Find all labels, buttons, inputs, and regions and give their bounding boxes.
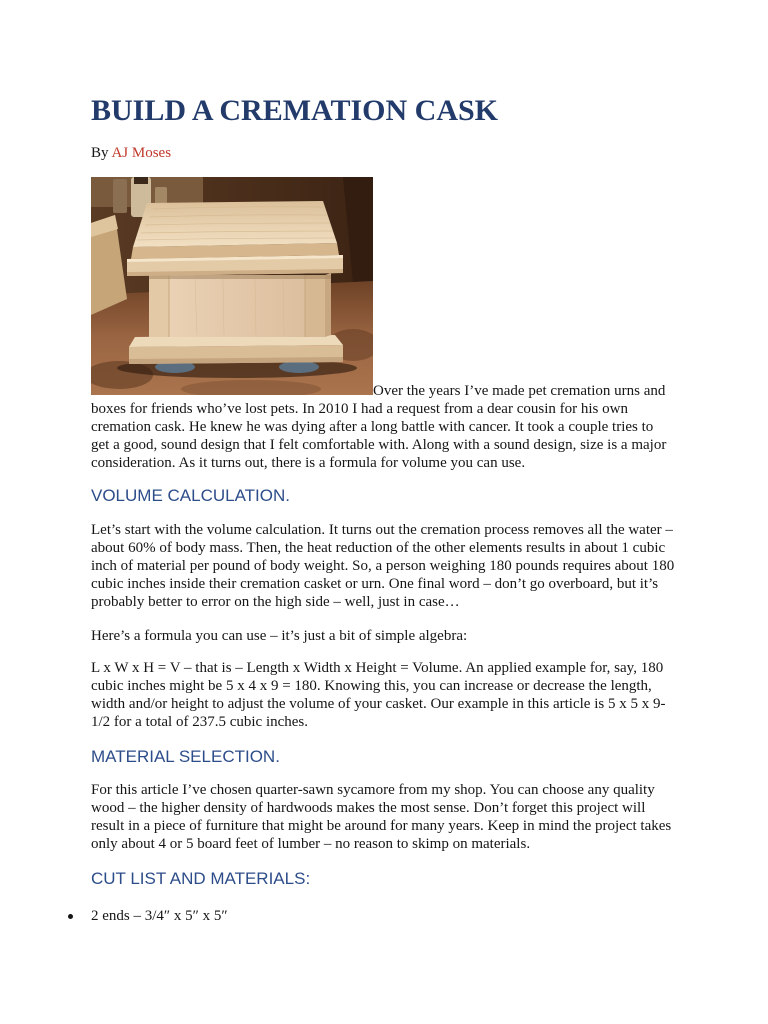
wooden-cask	[117, 201, 357, 378]
body-text-line: cubic inches might be 5 x 4 x 9 = 180. Knowing this, you can increase or decrease the length,	[91, 678, 652, 694]
body-text-line: only about 4 or 5 board feet of lumber – no reason to skimp on materials.	[91, 836, 531, 852]
body-text-line: For this article I’ve chosen quarter-sawn sycamore from my shop. You can choose any quality	[91, 782, 655, 798]
formula-intro-paragraph	[91, 627, 768, 645]
intro-line: consideration. As it turns out, there is a formula for volume you can use.	[91, 455, 526, 471]
heading-cut-list: CUT LIST AND MATERIALS:	[91, 869, 311, 888]
cut-list-item-text: 2 ends – 3/4″ x 5″ x 5″	[91, 908, 228, 924]
material-paragraph	[91, 781, 768, 853]
intro-paragraph	[91, 177, 768, 472]
byline	[91, 144, 768, 162]
intro-line: cremation cask. He knew he was dying after a long battle with cancer. It took a couple tries to	[91, 419, 654, 435]
heading-material-selection: MATERIAL SELECTION.	[91, 747, 280, 766]
author-link[interactable]: AJ Moses	[111, 145, 172, 161]
body-text-line: probably better to error on the high side – well, just in case…	[91, 594, 460, 610]
byline-prefix: By	[91, 145, 109, 161]
body-text-line: Let’s start with the volume calculation. It turns out the cremation process removes all the water –	[91, 522, 673, 538]
body-text-line: width and/or height to adjust the volume of your casket. Our example in this article is 5 x 5 x 9-	[91, 696, 666, 712]
body-text-line: about 60% of body mass. Then, the heat reduction of the other elements results in about 1 cubic	[91, 540, 666, 556]
intro-line: boxes for friends who’ve lost pets. In 2010 I had a request from a dear cousin for his own	[91, 401, 628, 417]
body-text-line: result in a piece of furniture that might be around for many years. Keep in mind the project takes	[91, 818, 672, 834]
intro-line	[91, 177, 768, 400]
body-text-line: L x W x H = V – that is – Length x Width x Height = Volume. An applied example for, say, 180	[91, 660, 664, 676]
formula-paragraph	[91, 659, 768, 731]
intro-line-text: Over the years I’ve made pet cremation urns and	[373, 383, 666, 399]
cask-photo	[91, 177, 373, 395]
cut-list	[91, 907, 768, 925]
body-text-line: Here’s a formula you can use – it’s just a bit of simple algebra:	[91, 628, 468, 644]
heading-volume-calculation: VOLUME CALCULATION.	[91, 486, 291, 505]
body-text-line: inch of material per pound of body weight. So, a person weighing 180 pounds requires about 180	[91, 558, 675, 574]
bullet-icon	[68, 914, 73, 919]
intro-line: get a good, sound design that I felt comfortable with. Along with a sound design, size is a major	[91, 437, 667, 453]
body-text-line: cubic inches inside their cremation casket or urn. One final word – don’t go overboard, but it’s	[91, 576, 659, 592]
body-text-line: 1/2 for a total of 237.5 cubic inches.	[91, 714, 309, 730]
cut-list-item	[91, 907, 768, 925]
volume-paragraph	[91, 521, 768, 611]
article-title: BUILD A CREMATION CASK	[91, 94, 499, 127]
body-text-line: wood – the higher density of hardwoods makes the most sense. Don’t forget this project will	[91, 800, 646, 816]
